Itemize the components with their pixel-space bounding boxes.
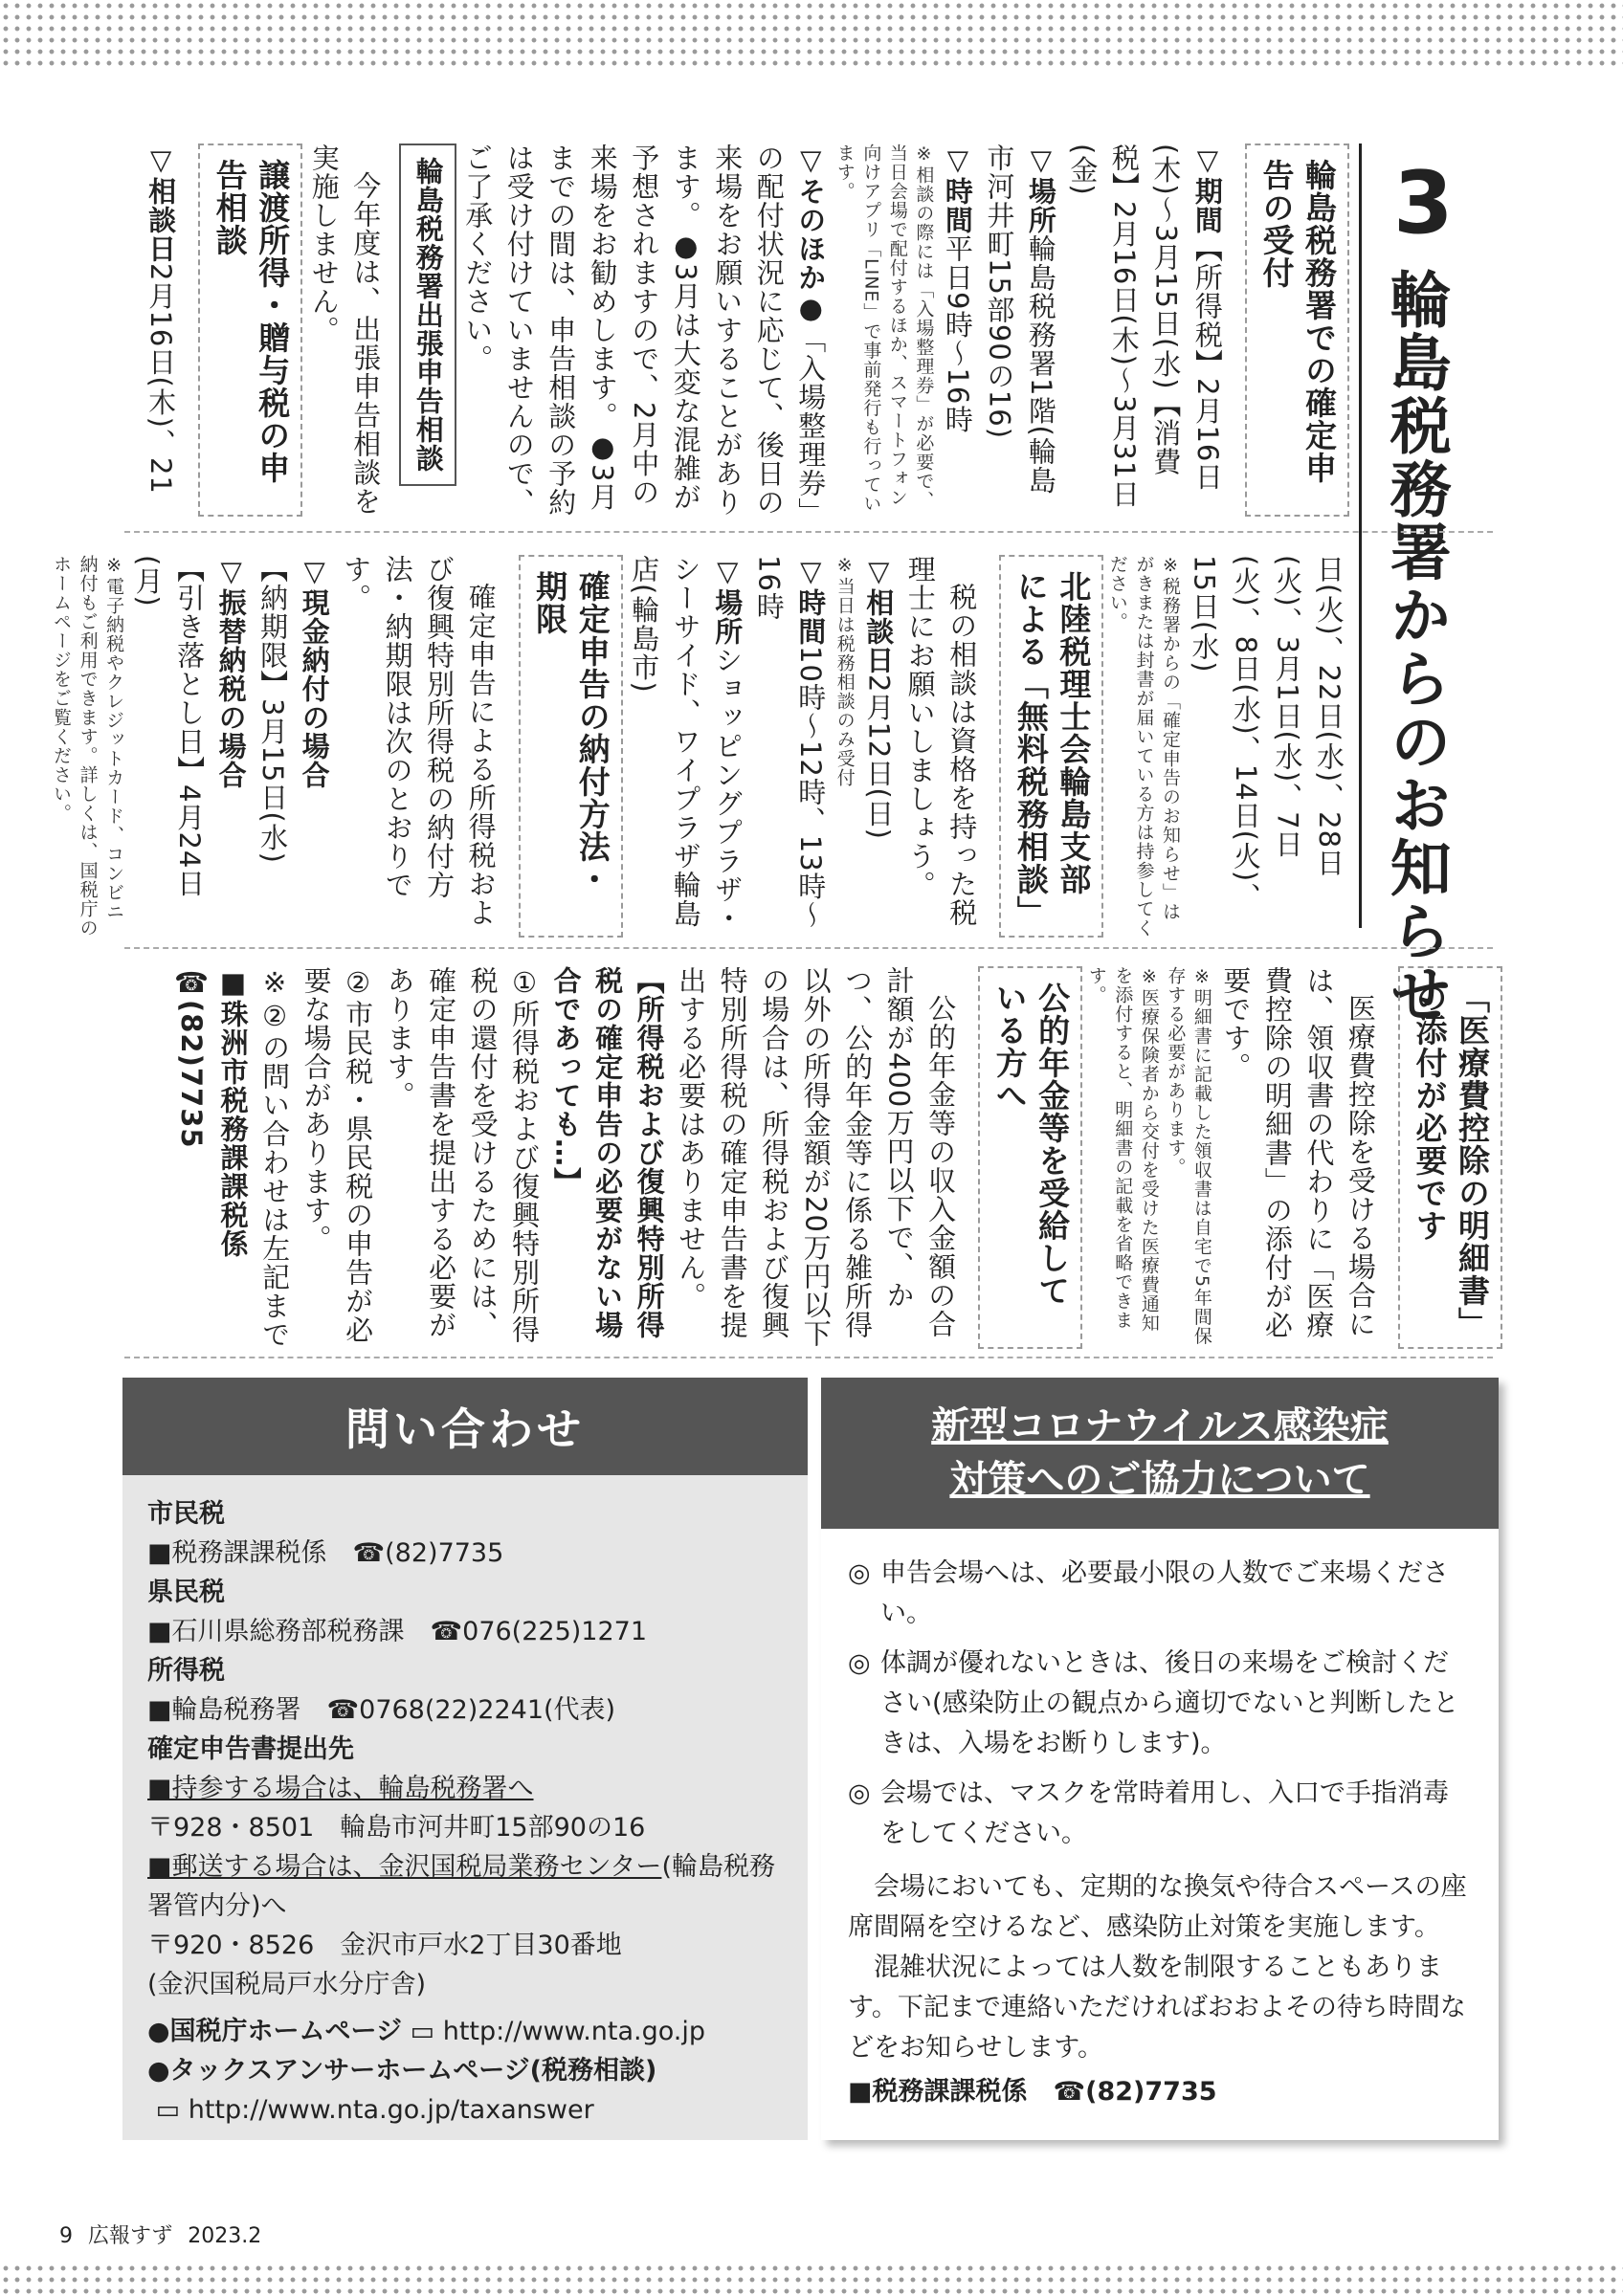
transfer-text: 2月16日(木)、21 bbox=[145, 263, 178, 495]
suzu-contact-tel: ☎(82)7735 bbox=[175, 966, 209, 1149]
consult-day-label: ▽相談日 bbox=[862, 555, 896, 674]
consult-day-note: ※当日は税務相談のみ受付 bbox=[834, 555, 856, 787]
consult-day-text: 2月12日(日) bbox=[862, 674, 896, 840]
time-text: 平日9時〜16時 bbox=[941, 234, 974, 434]
bullet-mark: ◎ bbox=[848, 1648, 871, 1678]
pension-heading: 公的年金等を受給している方へ bbox=[978, 966, 1082, 1349]
transfer-pay-note: ※電子納税やクレジットカード、コンビニ納付もご利用できます。詳しくは、国税庁のホームページをご覧ください。 bbox=[51, 555, 125, 938]
pension-text: 公的年金等の収入金額の合計額が400万円以下で、かつ、公的年金等に係る雑所得以外の所得金額が20万円以下の場合は、所得税および復興特別所得税の確定申告書を提出する必要はありません。 bbox=[675, 966, 958, 1348]
consult-place-label: ▽場所 bbox=[711, 555, 745, 646]
medical-note-1: ※明細書に記載した領収書は自宅で5年間保存する必要があります。 bbox=[1165, 966, 1212, 1346]
corona-para-2: 混雑状況によっては人数を制限することもあります。下記まで連絡いただければおおよその待ち時間などをお知らせします。 bbox=[848, 1953, 1466, 2063]
medical-note-2: ※医療保険者から交付を受けた医療費通知を添付すると、明細書の記載を省略できます。 bbox=[1085, 966, 1160, 1333]
page-number: 9 bbox=[59, 2224, 73, 2248]
corona-bullet-2: 体調が優れないときは、後日の来場をご検討ください(感染防止の観点から適切でないと判断したときは、入場をお断りします)。 bbox=[880, 1648, 1459, 1758]
pension-item-note: ※②の問い合わせは左記まで bbox=[258, 966, 292, 1349]
trip-heading: 輪島税務署出張申告相談 bbox=[399, 144, 456, 486]
corona-title bbox=[821, 1378, 1499, 1529]
pref-tax-heading: 県民税 bbox=[147, 1578, 225, 1607]
corona-title-line-2: 対策へのご協力について bbox=[949, 1458, 1370, 1502]
corona-para-1: 会場においても、定期的な換気や待合スペースの座席間隔を空けるなど、感染防止対策を実施します。 bbox=[848, 1872, 1467, 1942]
divider-3 bbox=[124, 1357, 1493, 1358]
free-consult-intro: 税の相談は資格を持った税理士にお願いしましょう。 bbox=[903, 555, 979, 927]
inquiry-title: 問い合わせ bbox=[122, 1378, 808, 1475]
city-tax-heading: 市民税 bbox=[147, 1499, 225, 1529]
income-tax-heading: 所得税 bbox=[147, 1656, 225, 1686]
bullet-mark: ◎ bbox=[848, 1778, 871, 1808]
bring-address: 〒928・8501 輪島市河井町15部90の16 bbox=[147, 1813, 646, 1843]
corona-title-line-1: 新型コロナウイルス感染症 bbox=[931, 1404, 1389, 1448]
corona-bullet-1: 申告会場へは、必要最小限の人数でご来場ください。 bbox=[880, 1558, 1449, 1628]
cash-label: ▽現金納付の場合 bbox=[298, 555, 331, 789]
medical-text: 医療費控除を受ける場合には、領収書の代わりに「医療費控除の明細書」の添付が必要です。 bbox=[1219, 966, 1377, 1339]
payment-intro: 確定申告による所得税および復興特別所得税の納付方法・納期限は次のとおりです。 bbox=[340, 555, 498, 927]
column-3 bbox=[115, 966, 1502, 1349]
page-footer bbox=[59, 2219, 277, 2249]
period-label: ▽期間 bbox=[1190, 144, 1224, 234]
transfer-pay-label: ▽振替納税の場合 bbox=[214, 555, 248, 789]
transfer-heading: 譲渡所得・贈与税の申告相談 bbox=[198, 144, 302, 517]
submit-heading: 確定申告書提出先 bbox=[147, 1734, 354, 1764]
pension-item-1: ①所得税および復興特別所得税の還付を受けるためには、確定申告書を提出する必要があります。 bbox=[383, 966, 542, 1344]
mail-address: 〒920・8526 金沢市戸水2丁目30番地 bbox=[147, 1931, 622, 1960]
taxanswer-link[interactable]: http://www.nta.go.jp/taxanswer bbox=[188, 2095, 594, 2125]
corona-box bbox=[821, 1378, 1499, 2140]
column-2 bbox=[51, 555, 1349, 938]
other-text: ●「入場整理券」の配付状況に応じて、後日の来場をお願いすることがあります。●3月は大変な混雑が予想されますので、2月中の来場をお勧めします。●3月までの間は、申告相談の予約は受け付けていませんので、ご了承ください。 bbox=[461, 144, 828, 517]
pref-tax-contact: ■石川県総務部税務課 ☎076(225)1271 bbox=[147, 1617, 647, 1646]
inquiry-body bbox=[122, 1475, 808, 2149]
nta-label: ●国税庁ホームページ bbox=[147, 2017, 403, 2046]
city-tax-contact: ■税務課課税係 ☎(82)7735 bbox=[147, 1538, 504, 1568]
nta-link[interactable]: http://www.nta.go.jp bbox=[442, 2017, 706, 2046]
time-label: ▽時間 bbox=[941, 144, 974, 234]
taxanswer-label: ●タックスアンサーホームページ(税務相談) bbox=[147, 2056, 657, 2086]
section-number: 3 bbox=[1393, 153, 1454, 254]
place-text: 輪島税務署1階(輪島市河井町15部90の16) bbox=[983, 144, 1057, 495]
place-label: ▽場所 bbox=[1024, 144, 1057, 234]
other-label: ▽そのほか bbox=[794, 144, 828, 292]
divider-1 bbox=[124, 531, 1493, 533]
top-dot-border bbox=[0, 0, 1623, 69]
medical-heading: 「医療費控除の明細書」の添付が必要です bbox=[1398, 966, 1502, 1349]
transfer-pay-text: 【引き落とし日】4月24日(月) bbox=[131, 555, 207, 898]
consult-time-label: ▽時間 bbox=[794, 555, 828, 646]
mail-address-2: (金沢国税局戸水分庁舎) bbox=[147, 1970, 427, 1999]
schedule-cont-text: 日(火)、22日(水)、28日(火)、3月1日(水)、7日(火)、8日(水)、14日(火)、15日(水) bbox=[1188, 555, 1345, 912]
bring-line: ■持参する場合は、輪島税務署へ bbox=[147, 1774, 534, 1803]
pension-item-2: ②市民税・県民税の申告が必要な場合があります。 bbox=[300, 966, 375, 1344]
trip-text: 今年度は、出張申告相談を実施しません。 bbox=[307, 144, 383, 516]
transfer-label: ▽相談日 bbox=[145, 144, 178, 263]
time-note: ※相談の際には「入場整理券」が必要で、当日会場で配付するほか、スマートフォン向けアプリ「LINE」で事前発行も行っています。 bbox=[834, 144, 935, 514]
cash-text: 【納期限】3月15日(水) bbox=[256, 555, 290, 864]
free-consult-heading: 北陸税理士会輪島支部による「無料税務相談」 bbox=[999, 555, 1103, 938]
income-tax-contact: ■輪島税務署 ☎0768(22)2241(代表) bbox=[147, 1695, 616, 1725]
corona-body bbox=[821, 1529, 1499, 2137]
monitor-icon: ▭ bbox=[410, 2017, 435, 2046]
consult-place-text: ショッピングプラザ・シーサイド、ワイプラザ輪島店(輪島市) bbox=[628, 555, 745, 933]
corona-bullet-3: 会場では、マスクを常時着用し、入口で手指消毒をしてください。 bbox=[880, 1778, 1449, 1848]
reception-heading: 輪島税務署での確定申告の受付 bbox=[1245, 144, 1349, 517]
suzu-contact: ■珠洲市税務課課税係 bbox=[216, 966, 250, 1258]
column-1 bbox=[115, 144, 1349, 517]
inquiry-box bbox=[122, 1378, 808, 2140]
divider-2 bbox=[124, 947, 1493, 949]
mail-line: ■郵送する場合は、金沢国税局業務センター bbox=[147, 1852, 662, 1882]
publication-name: 広報すず bbox=[88, 2224, 173, 2248]
publication-date: 2023.2 bbox=[188, 2224, 262, 2248]
corona-contact: ■税務課課税係 ☎(82)7735 bbox=[848, 2077, 1217, 2107]
consult-time-text: 10時〜12時、13時〜16時 bbox=[752, 555, 828, 930]
pension-bold-text: 【所得税および復興特別所得税の確定申告の必要がない場合であっても…】 bbox=[549, 966, 666, 1339]
bottom-dot-border bbox=[0, 2263, 1623, 2296]
period-text: 【所得税】2月16日(木)〜3月15日(水)【消費税】2月16日(木)〜3月31日(金) bbox=[1066, 144, 1224, 509]
section-title: 輪島税務署からのお知らせ bbox=[1379, 268, 1451, 1026]
bullet-mark: ◎ bbox=[848, 1558, 871, 1588]
mail-suffix: (輪島税務署管内分)へ bbox=[147, 1852, 775, 1921]
monitor-icon: ▭ bbox=[155, 2095, 181, 2125]
payment-heading: 確定申告の納付方法・期限 bbox=[519, 555, 623, 938]
schedule-note: ※税務署からの「確定申告のお知らせ」はがきまたは封書が届いている方は持参してください。 bbox=[1106, 555, 1181, 938]
